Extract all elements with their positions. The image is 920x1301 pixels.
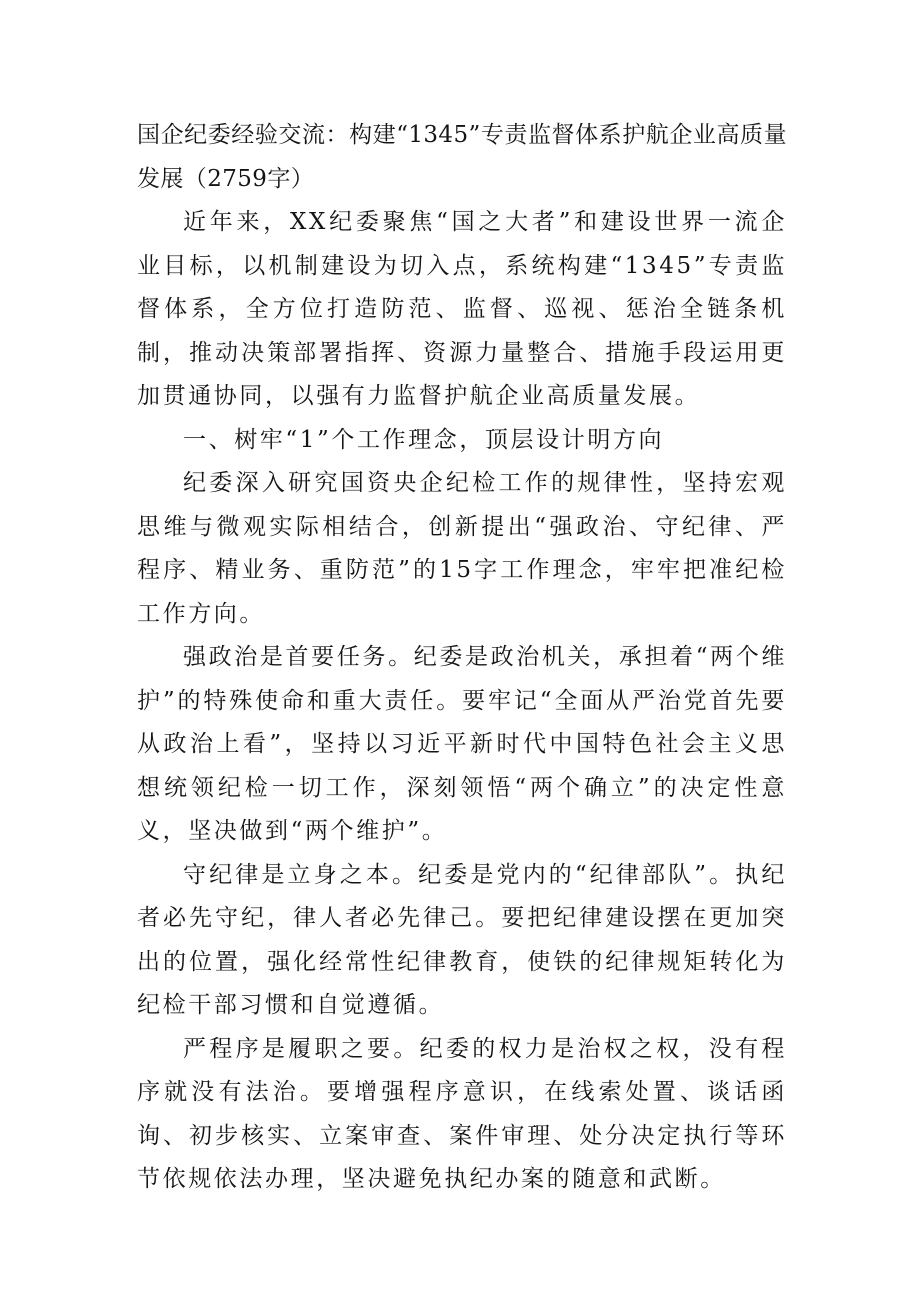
section-heading-1: 一、树牢“1”个工作理念，顶层设计明方向 <box>183 426 665 453</box>
paragraph-procedure: 严程序是履职之要。纪委的权力是治权之权，没有程序就没有法治。要增强程序意识，在线索处置、谈话函询、初步核实、立案审查、案件审理、处分决定执行等环节依规依法办理，坚决避免执纪办案的随意和武断。 <box>137 1035 787 1192</box>
paragraph-discipline: 守纪律是立身之本。纪委是党内的“纪律部队”。执纪者必先守纪，律人者必先律己。要把纪律建设摆在更加突出的位置，强化经常性纪律教育，使铁的纪律规矩转化为纪检干部习惯和自觉遵循。 <box>137 861 787 1018</box>
document-title: 国企纪委经验交流：构建“1345”专责监督体系护航企业高质量发展（2759字） <box>137 122 787 192</box>
paragraph-politics: 强政治是首要任务。纪委是政治机关，承担着“两个维护”的特殊使命和重大责任。要牢记“全面从严治党首先要从政治上看”，坚持以习近平新时代中国特色社会主义思想统领纪检一切工作，深刻领悟“两个确立”的决定性意义，坚决做到“两个维护”。 <box>137 644 787 844</box>
document-body <box>137 114 787 1202</box>
paragraph-work-philosophy: 纪委深入研究国资央企纪检工作的规律性，坚持宏观思维与微观实际相结合，创新提出“强政治、守纪律、严程序、精业务、重防范”的15字工作理念，牢牢把准纪检工作方向。 <box>137 470 787 627</box>
paragraph-intro: 近年来，XX纪委聚焦“国之大者”和建设世界一流企业目标，以机制建设为切入点，系统构建“1345”专责监督体系，全方位打造防范、监督、巡视、惩治全链条机制，推动决策部署指挥、资源力量整合、措施手段运用更加贯通协同，以强有力监督护航企业高质量发展。 <box>137 209 787 409</box>
